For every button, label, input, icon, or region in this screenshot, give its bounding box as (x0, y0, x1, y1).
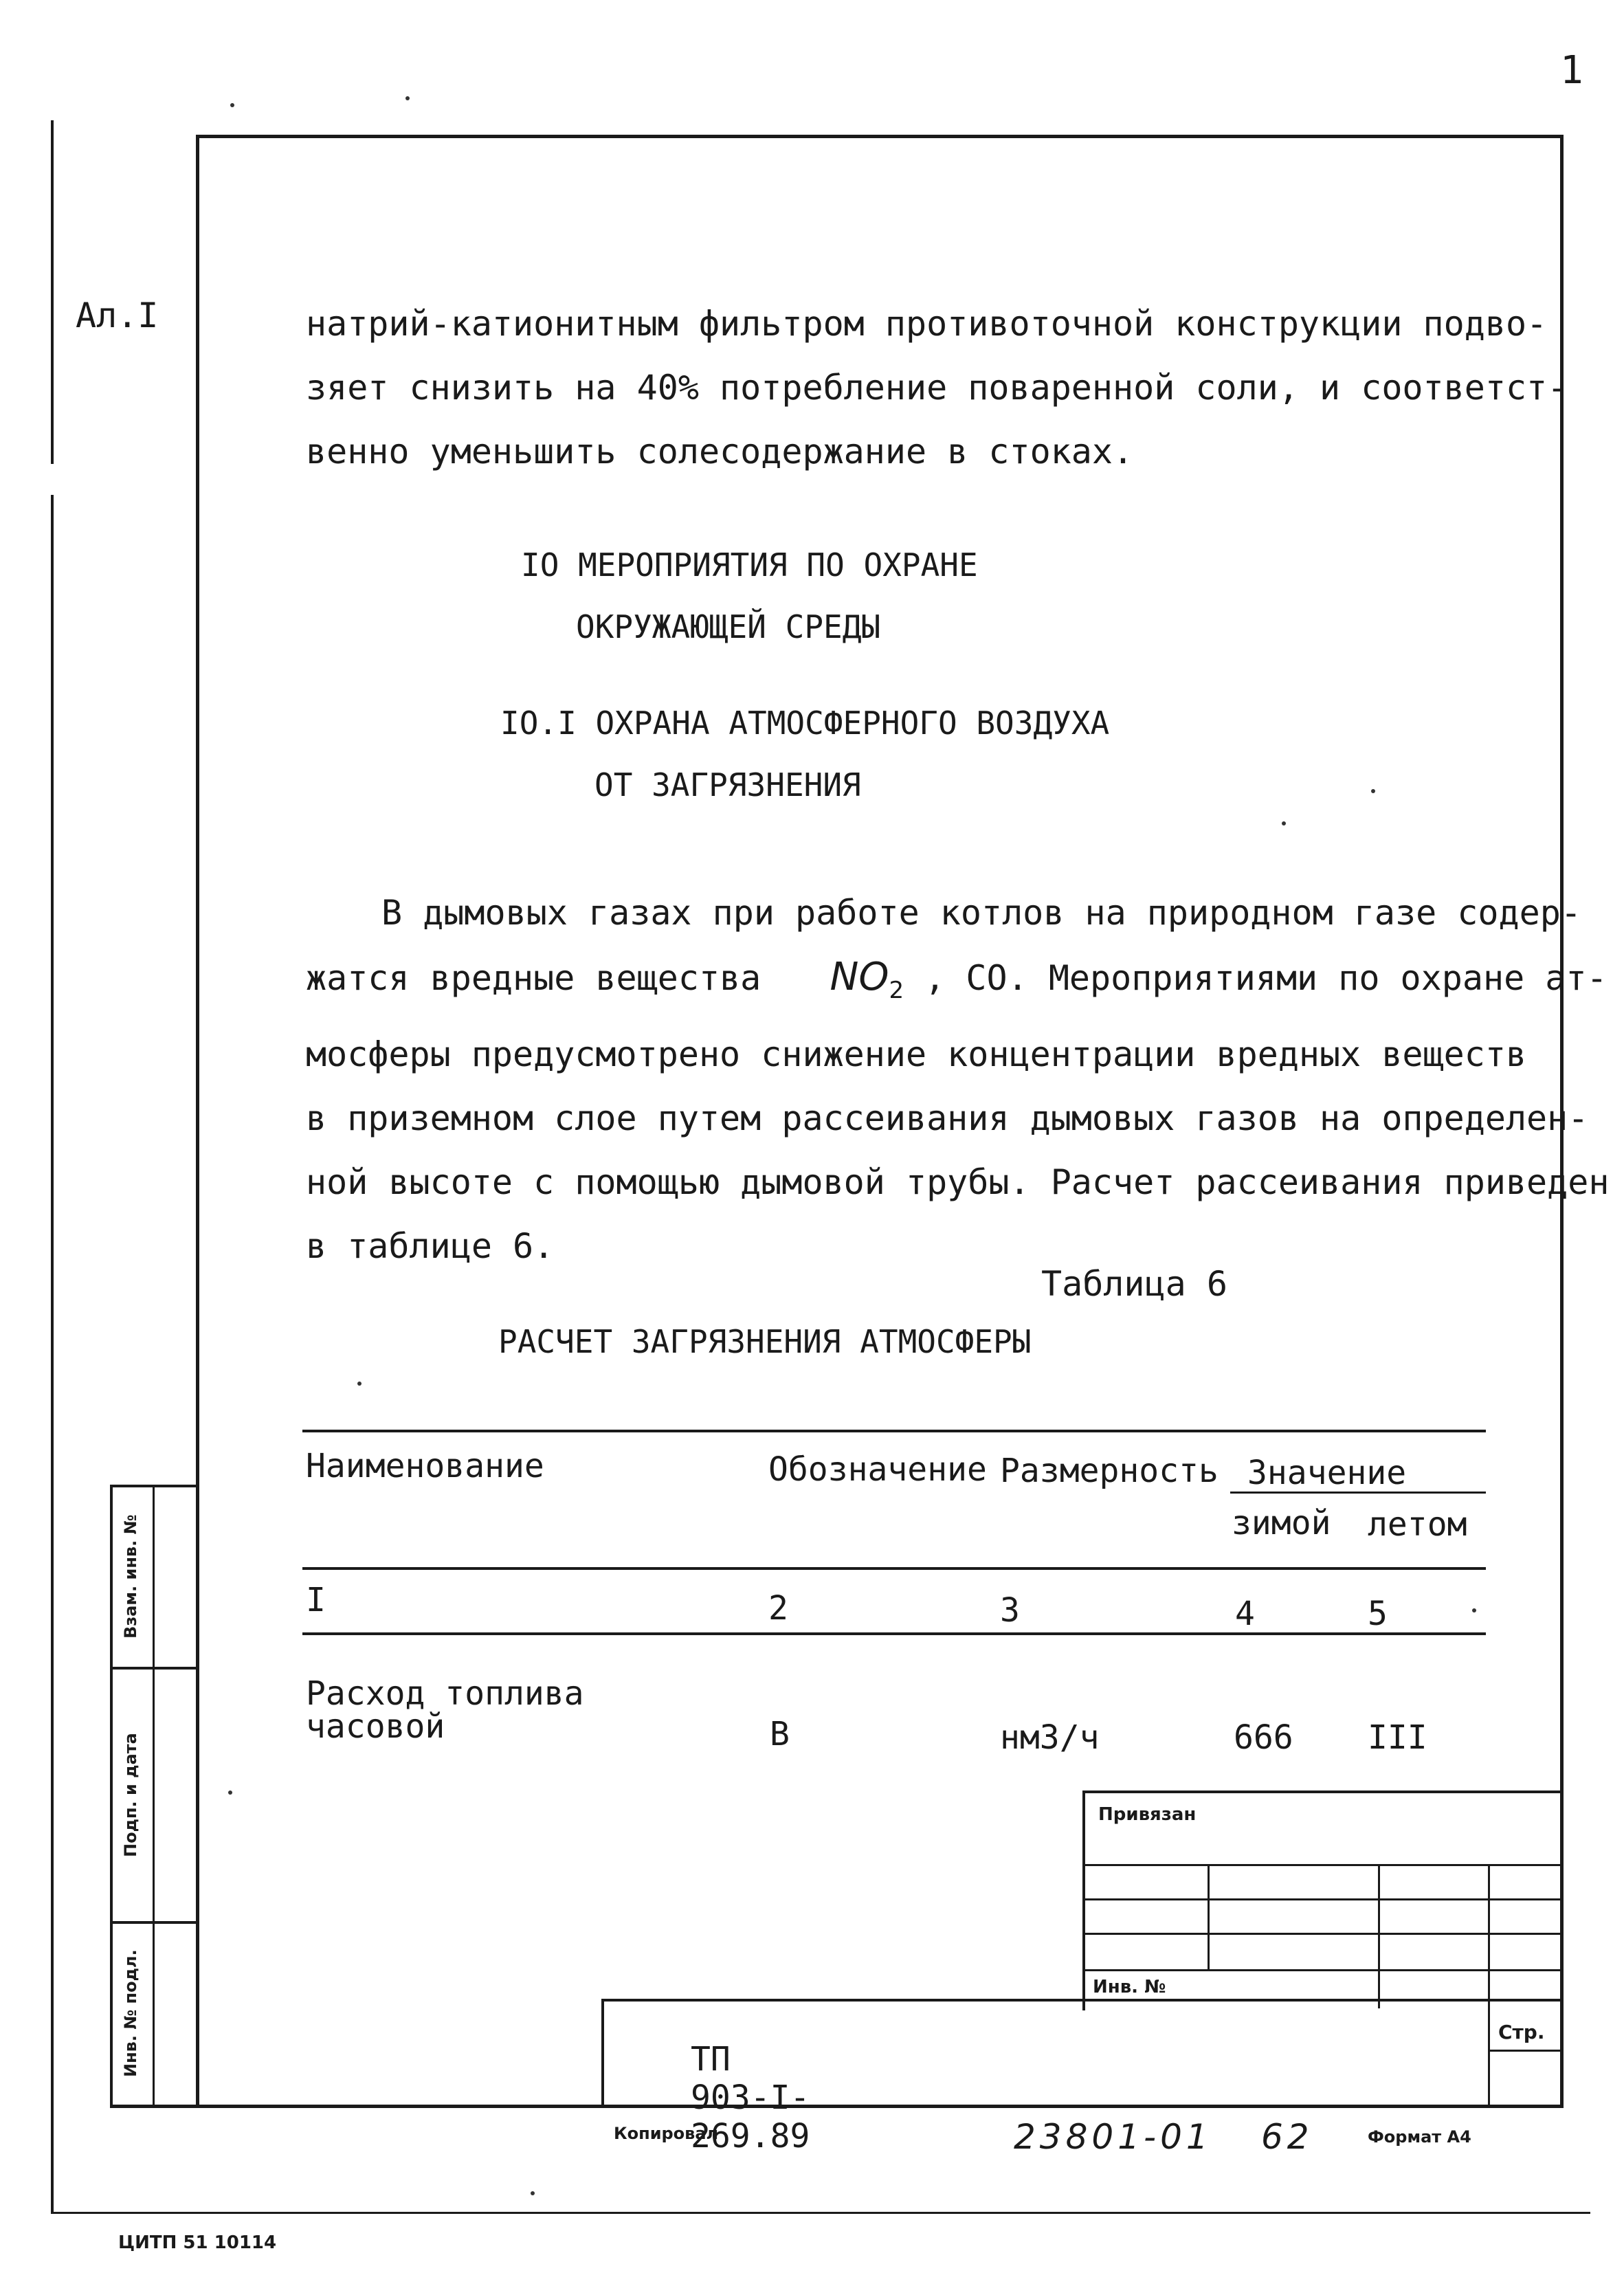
paragraph-intro (306, 292, 1568, 484)
header-name: Наименование (306, 1447, 544, 1485)
scan-speck (1472, 1608, 1476, 1612)
stamp-left (1082, 1790, 1085, 2010)
stamp-v3 (1488, 1864, 1490, 2106)
scan-speck (230, 103, 234, 107)
text-line: зяет снизить на 40% потребление поваренной соли, и соответст- (306, 368, 1568, 408)
text-line: мосферы предусмотрено снижение концентрации вредных веществ (306, 1034, 1527, 1075)
side-top (110, 1485, 198, 1487)
scan-speck (1371, 789, 1375, 793)
side-label: Инв. № подл. (121, 1949, 140, 2077)
outer-left-line-lower (51, 495, 54, 2213)
margin-label: Ал.I (76, 296, 159, 335)
outer-bottom-line (51, 2212, 1590, 2214)
page-box-h (1488, 2050, 1564, 2052)
column-number: 4 (1235, 1595, 1255, 1633)
column-number: 3 (1000, 1591, 1020, 1630)
row-symbol: B (770, 1715, 790, 1753)
text-line: в таблице 6. (306, 1226, 555, 1267)
header-winter: зимой (1232, 1504, 1331, 1542)
header-value: Значение (1247, 1454, 1407, 1492)
copied-label: Копировал (614, 2124, 719, 2143)
row-unit: нм3/ч (1000, 1718, 1100, 1757)
side-h2 (110, 1921, 198, 1924)
header-unit: Размерность (1000, 1452, 1219, 1490)
handwritten-page: 62 (1261, 2117, 1313, 2157)
stamp-h3 (1082, 1933, 1564, 1935)
table-rule-numbers-bottom (302, 1632, 1486, 1635)
handwritten-number: 23801-01 (1014, 2117, 1212, 2157)
header-symbol: Обозначение (768, 1450, 987, 1489)
text-fragment: , CO. Мероприятиями по охране ат- (924, 958, 1608, 998)
row-name-line2: часовой (306, 1707, 445, 1746)
doc-number: ТП 903-I- 269.89 (691, 2040, 810, 2155)
side-inner (153, 1485, 155, 2107)
row-summer: III (1368, 1718, 1427, 1757)
table-rule-header-bottom (302, 1567, 1486, 1570)
page-label: Стр. (1498, 2021, 1545, 2043)
row-winter: 666 (1234, 1718, 1293, 1757)
paragraph-emissions (306, 881, 1609, 1278)
stamp-h4 (1082, 1969, 1564, 1971)
frame-top (196, 135, 1564, 138)
text-fragment: жатся вредные вещества (306, 958, 761, 998)
text-line: В дымовых газах при работе котлов на природном газе содер- (381, 893, 1581, 933)
column-number: 5 (1368, 1595, 1388, 1633)
side-h1 (110, 1667, 198, 1670)
stamp-h2 (1082, 1898, 1564, 1900)
subsection-heading-line2: ОТ ЗАГРЯЗНЕНИЯ (594, 766, 861, 803)
side-label: Взам. инв. № (121, 1514, 140, 1639)
side-outer-left (110, 1485, 113, 2107)
formula-no2: $NO_2$ (830, 955, 904, 1005)
doc-box-left (601, 1999, 604, 2107)
header-summer: летом (1368, 1505, 1467, 1544)
scan-speck (228, 1790, 232, 1795)
text-line (306, 945, 1609, 1023)
outer-left-line (51, 120, 54, 464)
scan-speck (405, 96, 410, 100)
corner-mark: 1 (1560, 48, 1583, 93)
column-number: I (306, 1581, 326, 1619)
scan-speck (357, 1382, 361, 1386)
table-title: РАСЧЕТ ЗАГРЯЗНЕНИЯ АТМОСФЕРЫ (498, 1323, 1032, 1360)
subsection-heading-line1: IO.I ОХРАНА АТМОСФЕРНОГО ВОЗДУХА (500, 705, 1110, 742)
text-line: ной высоте с помощью дымовой трубы. Расчет рассеивания приведен (306, 1162, 1610, 1203)
side-label: Подп. и дата (121, 1733, 140, 1857)
table-caption: Таблица 6 (1041, 1264, 1227, 1304)
section-heading-line1: IO МЕРОПРИЯТИЯ ПО ОХРАНЕ (521, 546, 978, 584)
text-line: в приземном слое путем рассеивания дымовых газов на определен- (306, 1098, 1589, 1139)
scan-speck (1282, 821, 1286, 825)
table-rule-top (302, 1430, 1486, 1432)
section-heading-line2: ОКРУЖАЮЩЕЙ СРЕДЫ (576, 608, 881, 645)
stamp-v2 (1378, 1864, 1380, 2008)
scan-speck (531, 2191, 535, 2195)
inv-label: Инв. № (1093, 1977, 1166, 1997)
column-number: 2 (768, 1589, 788, 1628)
stamp-v1 (1208, 1864, 1210, 1971)
doc-box-top (601, 1999, 1564, 2002)
format-label: Формат А4 (1368, 2127, 1471, 2147)
stamp-h1 (1082, 1864, 1564, 1866)
bound-label: Привязан (1098, 1804, 1197, 1825)
text-line: венно уменьшить солесодержание в стоках. (306, 432, 1134, 472)
publisher-label: ЦИТП 51 10114 (118, 2232, 277, 2253)
frame-bottom (110, 2105, 1564, 2108)
text-line: натрий-катионитным фильтром противоточной конструкции подво- (306, 304, 1548, 344)
row-name-line1: Расход топлива (306, 1674, 584, 1713)
frame-left (196, 135, 199, 2107)
stamp-top (1082, 1790, 1564, 1793)
